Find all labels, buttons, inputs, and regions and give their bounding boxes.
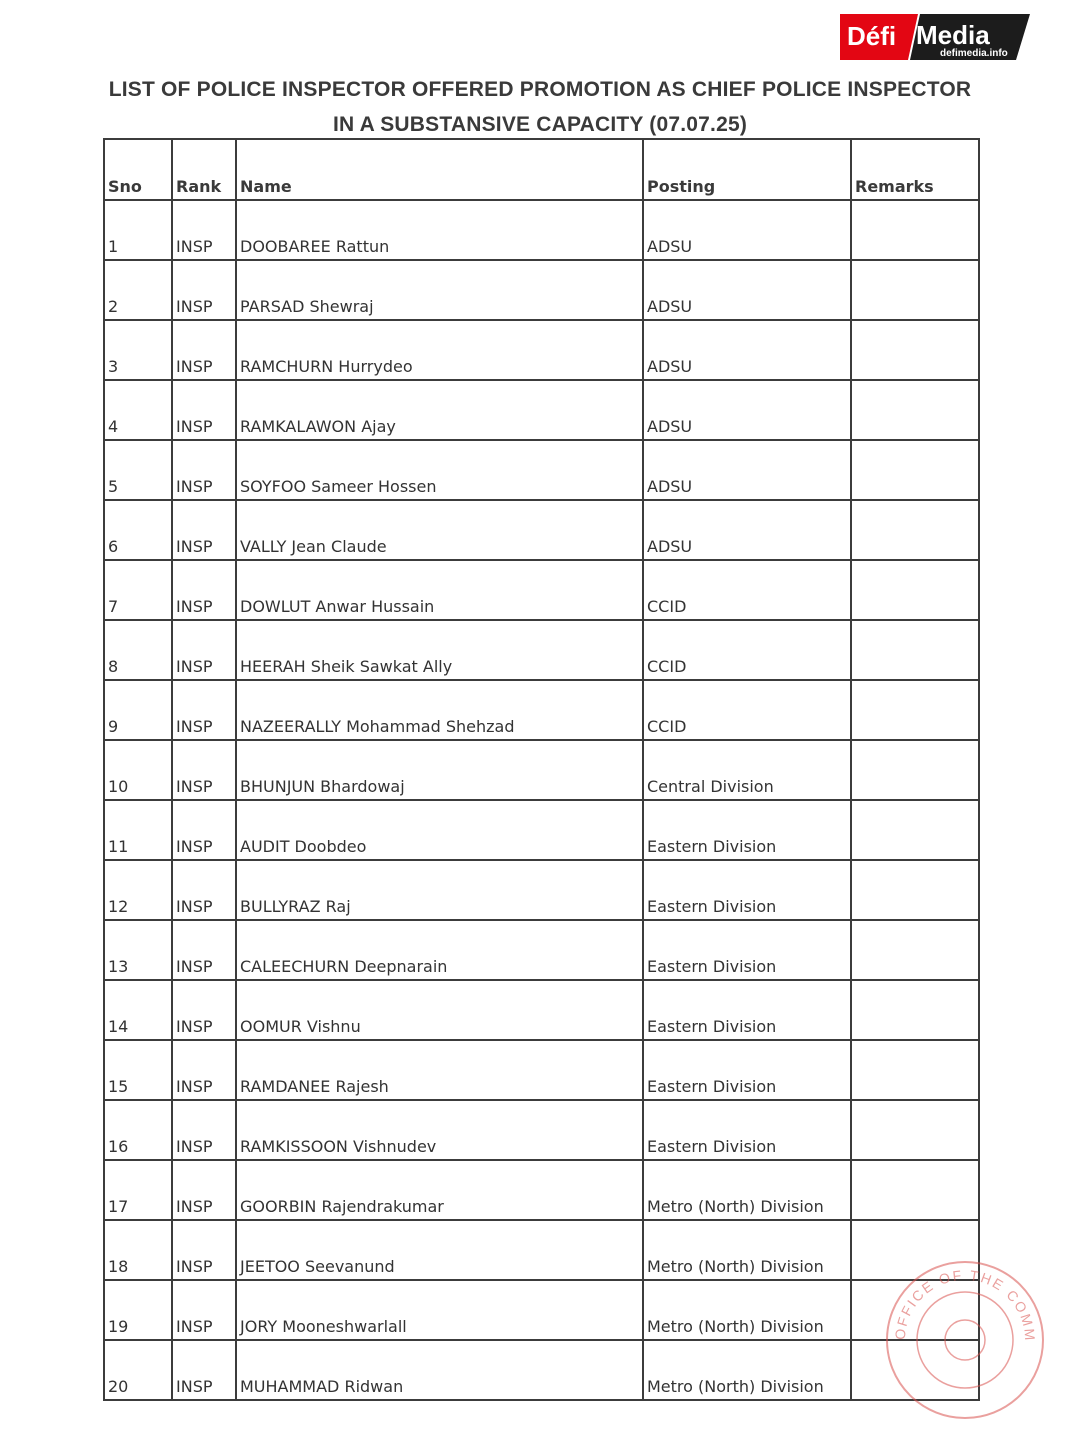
header-rank: Rank xyxy=(172,139,236,200)
table-row xyxy=(104,260,979,320)
cell-posting: ADSU xyxy=(643,380,851,440)
cell-remarks xyxy=(851,380,979,440)
cell-posting: CCID xyxy=(643,560,851,620)
cell-posting: ADSU xyxy=(643,500,851,560)
cell-sno: 4 xyxy=(104,380,172,440)
cell-remarks xyxy=(851,620,979,680)
cell-sno: 10 xyxy=(104,740,172,800)
cell-remarks xyxy=(851,860,979,920)
logo-word2: Media xyxy=(916,20,990,50)
cell-remarks xyxy=(851,560,979,620)
cell-name: PARSAD Shewraj xyxy=(236,260,643,320)
logo-url: defimedia.info xyxy=(940,48,1008,59)
cell-name: JORY Mooneshwarlall xyxy=(236,1280,643,1340)
table-body xyxy=(104,200,979,1400)
cell-name: AUDIT Doobdeo xyxy=(236,800,643,860)
cell-name: NAZEERALLY Mohammad Shehzad xyxy=(236,680,643,740)
cell-remarks xyxy=(851,740,979,800)
cell-posting: Eastern Division xyxy=(643,980,851,1040)
cell-posting: Metro (North) Division xyxy=(643,1340,851,1400)
cell-remarks xyxy=(851,200,979,260)
svg-text:OFFICE OF THE COMMIS: OFFICE OF THE COMM xyxy=(891,1266,1039,1343)
promotion-table xyxy=(103,138,980,1401)
cell-remarks xyxy=(851,440,979,500)
cell-sno: 1 xyxy=(104,200,172,260)
header-posting: Posting xyxy=(643,139,851,200)
cell-name: GOORBIN Rajendrakumar xyxy=(236,1160,643,1220)
table-row xyxy=(104,380,979,440)
cell-name: RAMDANEE Rajesh xyxy=(236,1040,643,1100)
cell-rank: INSP xyxy=(172,440,236,500)
cell-posting: Eastern Division xyxy=(643,1100,851,1160)
cell-remarks xyxy=(851,500,979,560)
cell-posting: Eastern Division xyxy=(643,860,851,920)
cell-name: RAMKALAWON Ajay xyxy=(236,380,643,440)
cell-sno: 3 xyxy=(104,320,172,380)
cell-rank: INSP xyxy=(172,560,236,620)
title-line-1: LIST OF POLICE INSPECTOR OFFERED PROMOTION AS CHIEF POLICE INSPECTOR xyxy=(108,78,972,101)
cell-remarks xyxy=(851,980,979,1040)
cell-name: MUHAMMAD Ridwan xyxy=(236,1340,643,1400)
cell-sno: 12 xyxy=(104,860,172,920)
cell-name: SOYFOO Sameer Hossen xyxy=(236,440,643,500)
cell-posting: Metro (North) Division xyxy=(643,1280,851,1340)
cell-sno: 13 xyxy=(104,920,172,980)
cell-posting: ADSU xyxy=(643,320,851,380)
cell-name: VALLY Jean Claude xyxy=(236,500,643,560)
cell-rank: INSP xyxy=(172,920,236,980)
cell-name: RAMKISSOON Vishnudev xyxy=(236,1100,643,1160)
cell-posting: Eastern Division xyxy=(643,920,851,980)
cell-name: DOOBAREE Rattun xyxy=(236,200,643,260)
table-row xyxy=(104,500,979,560)
table-row xyxy=(104,680,979,740)
cell-rank: INSP xyxy=(172,1280,236,1340)
cell-posting: Eastern Division xyxy=(643,1040,851,1100)
document-title xyxy=(0,72,1080,142)
cell-posting: Metro (North) Division xyxy=(643,1220,851,1280)
cell-sno: 17 xyxy=(104,1160,172,1220)
cell-posting: CCID xyxy=(643,680,851,740)
logo-word1: Défi xyxy=(847,21,897,51)
cell-rank: INSP xyxy=(172,380,236,440)
cell-name: BULLYRAZ Raj xyxy=(236,860,643,920)
cell-rank: INSP xyxy=(172,1160,236,1220)
cell-remarks xyxy=(851,1100,979,1160)
table-row xyxy=(104,320,979,380)
cell-rank: INSP xyxy=(172,680,236,740)
cell-rank: INSP xyxy=(172,320,236,380)
table-row xyxy=(104,980,979,1040)
cell-posting: Eastern Division xyxy=(643,800,851,860)
table-row xyxy=(104,1220,979,1280)
cell-remarks xyxy=(851,1340,979,1400)
cell-remarks xyxy=(851,1220,979,1280)
cell-sno: 11 xyxy=(104,800,172,860)
cell-remarks xyxy=(851,1160,979,1220)
cell-sno: 7 xyxy=(104,560,172,620)
cell-sno: 8 xyxy=(104,620,172,680)
header-name: Name xyxy=(236,139,643,200)
cell-name: OOMUR Vishnu xyxy=(236,980,643,1040)
table-row xyxy=(104,440,979,500)
cell-rank: INSP xyxy=(172,200,236,260)
cell-sno: 6 xyxy=(104,500,172,560)
cell-rank: INSP xyxy=(172,620,236,680)
table-row xyxy=(104,1160,979,1220)
table-row xyxy=(104,200,979,260)
cell-posting: CCID xyxy=(643,620,851,680)
cell-rank: INSP xyxy=(172,260,236,320)
table-row xyxy=(104,740,979,800)
title-line-2: IN A SUBSTANSIVE CAPACITY (07.07.25) xyxy=(332,113,748,136)
cell-sno: 15 xyxy=(104,1040,172,1100)
cell-posting: ADSU xyxy=(643,200,851,260)
cell-sno: 19 xyxy=(104,1280,172,1340)
cell-posting: Metro (North) Division xyxy=(643,1160,851,1220)
cell-name: BHUNJUN Bhardowaj xyxy=(236,740,643,800)
cell-rank: INSP xyxy=(172,1100,236,1160)
cell-name: DOWLUT Anwar Hussain xyxy=(236,560,643,620)
table-row xyxy=(104,560,979,620)
defimedia-logo xyxy=(840,14,1030,60)
cell-sno: 20 xyxy=(104,1340,172,1400)
cell-sno: 14 xyxy=(104,980,172,1040)
table-row xyxy=(104,1040,979,1100)
cell-posting: ADSU xyxy=(643,260,851,320)
cell-remarks xyxy=(851,800,979,860)
cell-rank: INSP xyxy=(172,1220,236,1280)
cell-rank: INSP xyxy=(172,800,236,860)
table-row xyxy=(104,1280,979,1340)
table-row xyxy=(104,860,979,920)
cell-rank: INSP xyxy=(172,980,236,1040)
cell-name: CALEECHURN Deepnarain xyxy=(236,920,643,980)
cell-posting: Central Division xyxy=(643,740,851,800)
cell-rank: INSP xyxy=(172,1340,236,1400)
cell-sno: 9 xyxy=(104,680,172,740)
table-header-row xyxy=(104,139,979,200)
table-row xyxy=(104,1100,979,1160)
cell-remarks xyxy=(851,320,979,380)
table-row xyxy=(104,620,979,680)
table-row xyxy=(104,800,979,860)
cell-posting: ADSU xyxy=(643,440,851,500)
cell-remarks xyxy=(851,1280,979,1340)
cell-rank: INSP xyxy=(172,500,236,560)
cell-sno: 5 xyxy=(104,440,172,500)
cell-sno: 18 xyxy=(104,1220,172,1280)
cell-rank: INSP xyxy=(172,1040,236,1100)
cell-remarks xyxy=(851,680,979,740)
table-row xyxy=(104,920,979,980)
cell-rank: INSP xyxy=(172,740,236,800)
cell-sno: 16 xyxy=(104,1100,172,1160)
cell-remarks xyxy=(851,260,979,320)
cell-remarks xyxy=(851,920,979,980)
cell-name: HEERAH Sheik Sawkat Ally xyxy=(236,620,643,680)
cell-name: JEETOO Seevanund xyxy=(236,1220,643,1280)
cell-rank: INSP xyxy=(172,860,236,920)
header-sno: Sno xyxy=(104,139,172,200)
table-row xyxy=(104,1340,979,1400)
cell-remarks xyxy=(851,1040,979,1100)
cell-name: RAMCHURN Hurrydeo xyxy=(236,320,643,380)
header-remarks: Remarks xyxy=(851,139,979,200)
cell-sno: 2 xyxy=(104,260,172,320)
